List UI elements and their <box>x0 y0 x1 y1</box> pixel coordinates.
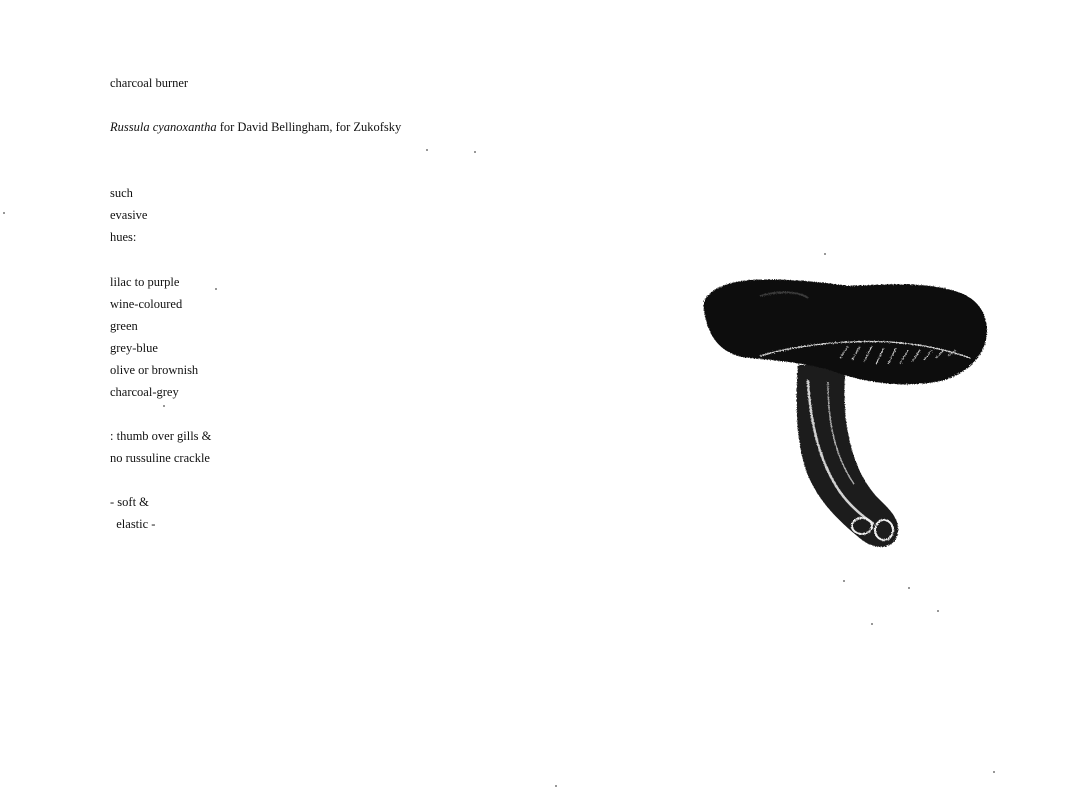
poem-line: olive or brownish <box>110 363 199 377</box>
poem-line: evasive <box>110 208 148 222</box>
poem-dedication <box>110 121 401 134</box>
poem-line: grey-blue <box>110 341 158 355</box>
dedication-rest: for David Bellingham, for Zukofsky <box>216 120 402 134</box>
poem-line: green <box>110 319 138 333</box>
poem-title: charcoal burner <box>110 76 189 90</box>
poem-line: wine-coloured <box>110 297 183 311</box>
poem-line: lilac to purple <box>110 275 180 289</box>
mushroom-drawing-icon <box>690 270 1000 560</box>
poem-line: no russuline crackle <box>110 451 210 465</box>
poem-line: charcoal-grey <box>110 385 179 399</box>
poem-line: - soft & <box>110 495 149 509</box>
poem-line: hues: <box>110 230 137 244</box>
poem-line: elastic - <box>110 517 156 531</box>
poem-line: such <box>110 186 133 200</box>
poem-line: : thumb over gills & <box>110 429 212 443</box>
species-name: Russula cyanoxantha <box>110 120 217 134</box>
